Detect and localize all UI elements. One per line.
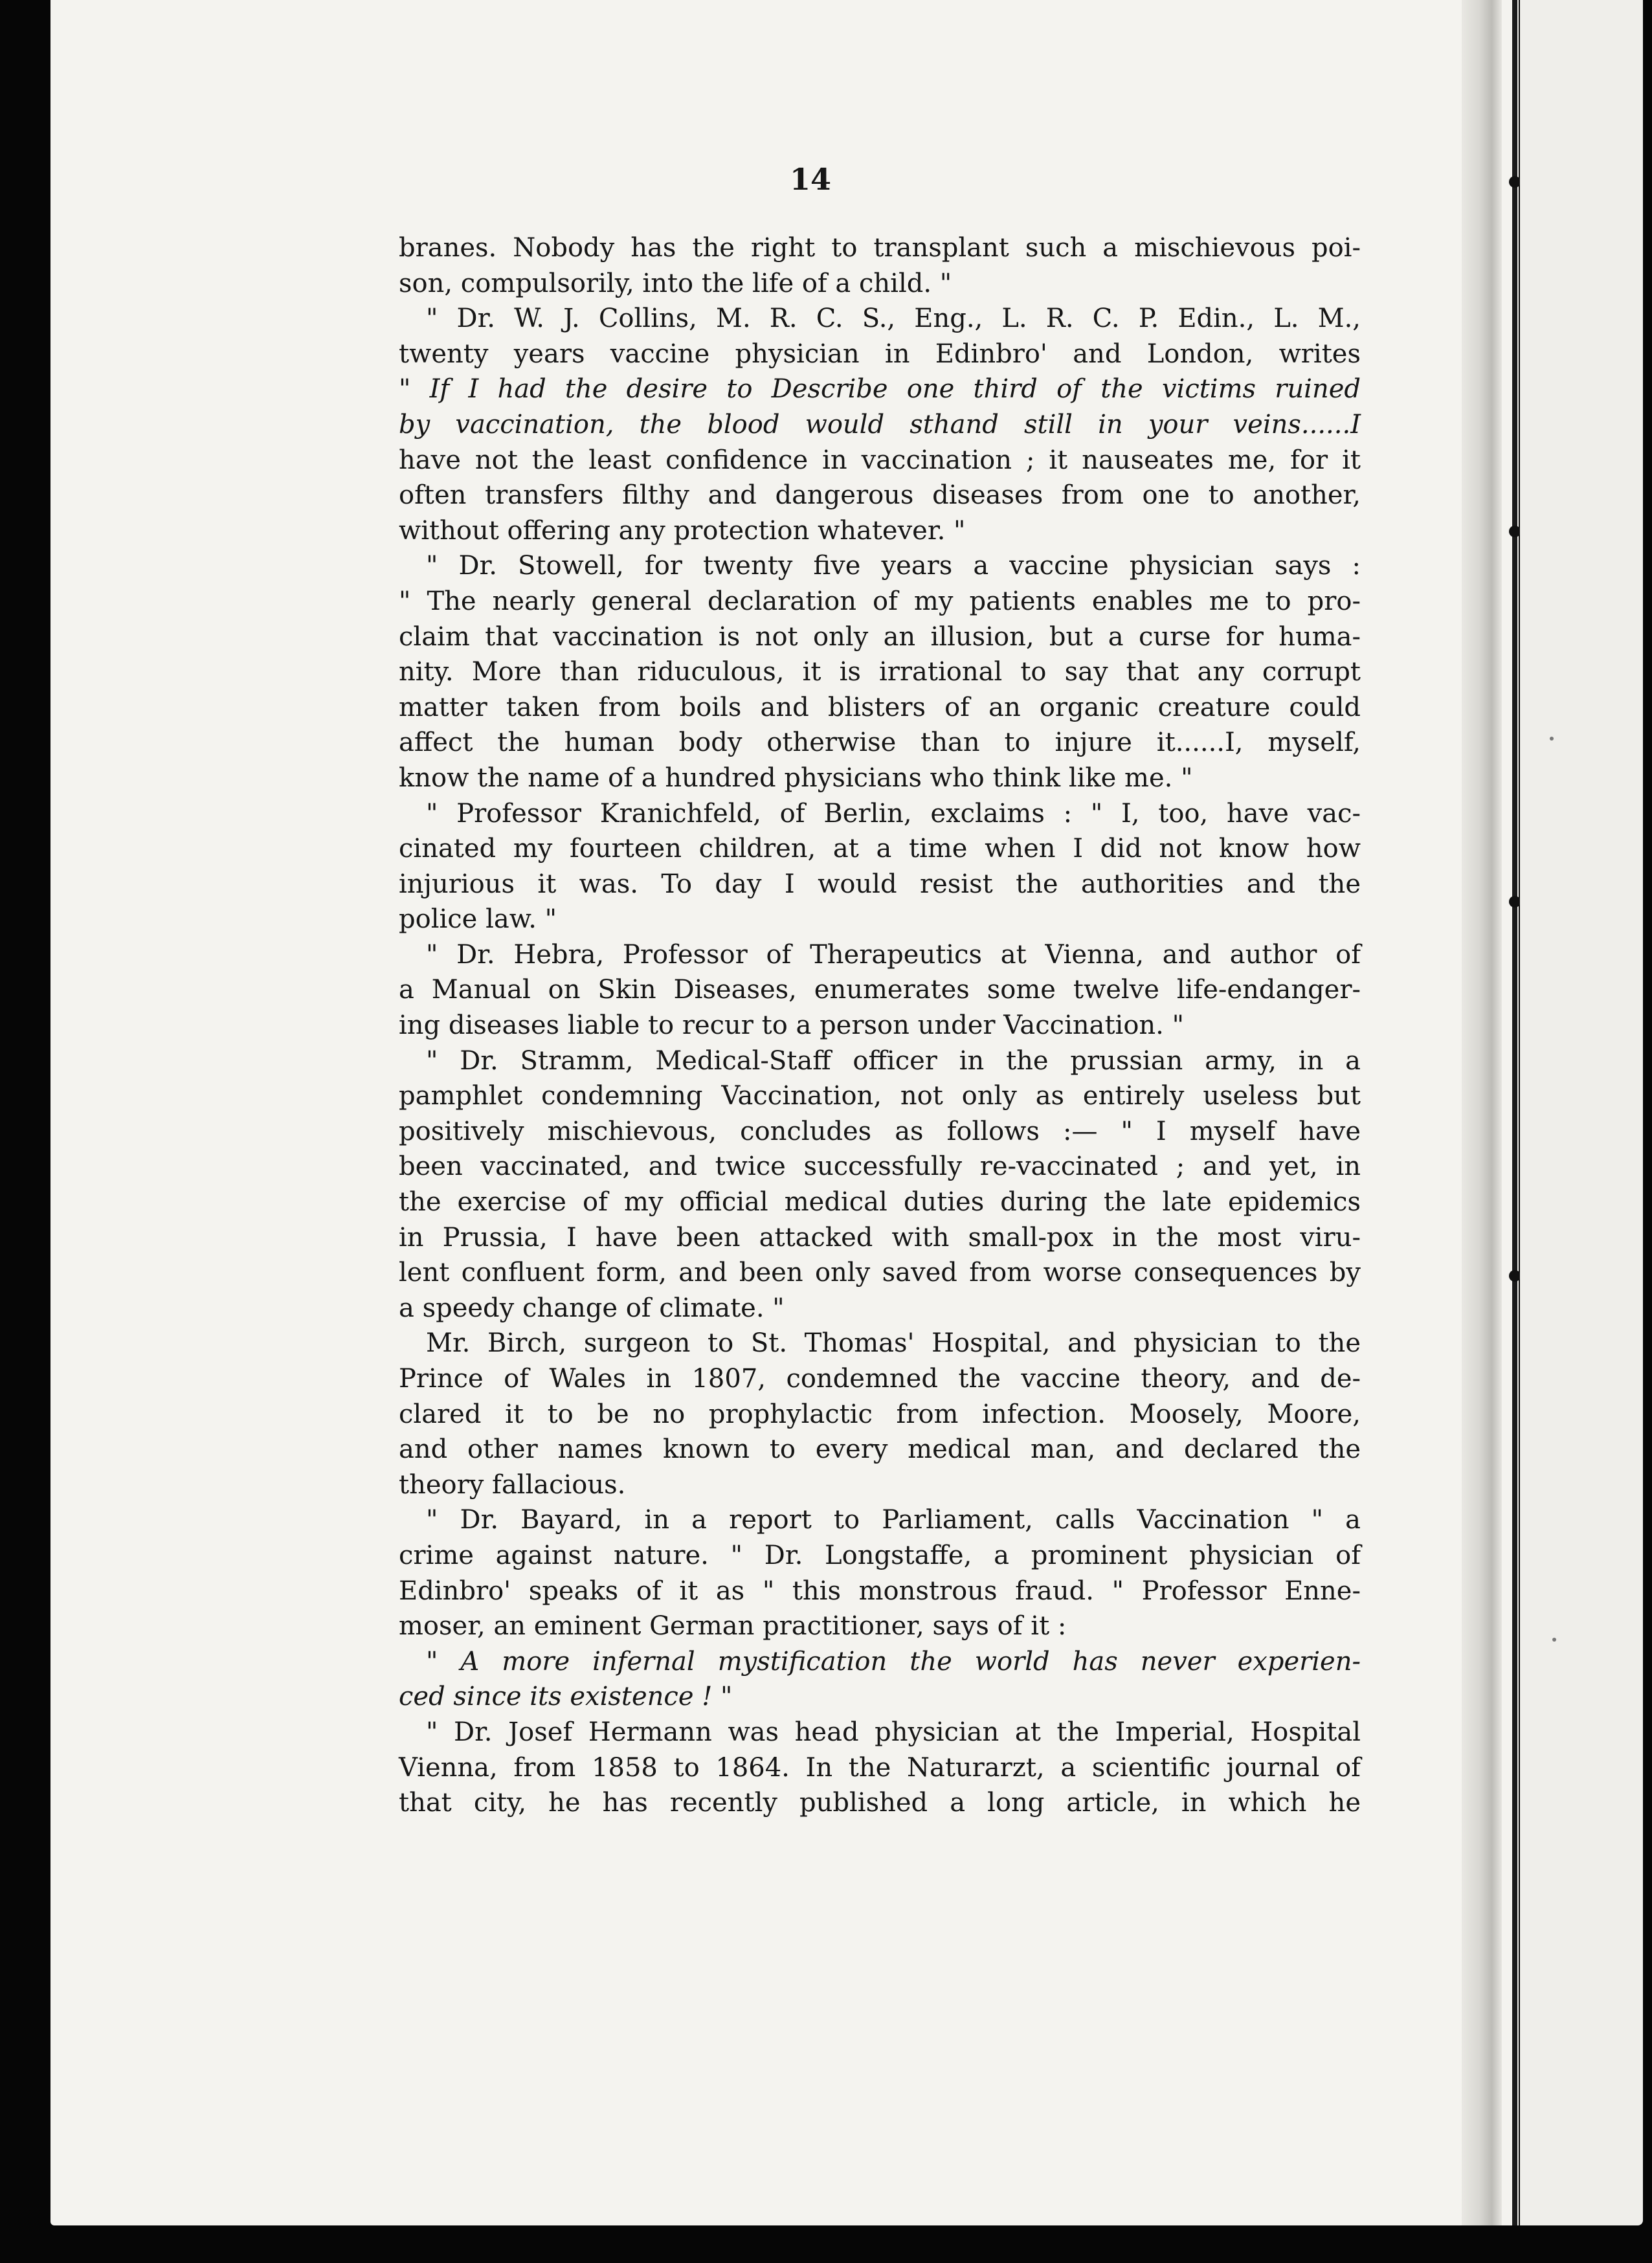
- text-line: in Prussia, I have been attacked with small-pox in the most viru-: [399, 1222, 1361, 1253]
- text-line: Mr. Birch, surgeon to St. Thomas' Hospital, and physician to the: [426, 1328, 1361, 1359]
- text-line: " Dr. Stowell, for twenty five years a vaccine physician says :: [426, 551, 1361, 581]
- text-line: positively mischievous, concludes as follows :— " I myself have: [399, 1116, 1361, 1146]
- thread-knot: [1509, 176, 1521, 188]
- text-line: " If I had the desire to Describe one third of the victims ruined: [399, 374, 1361, 405]
- text-line: the exercise of my official medical duties during the late epidemics: [399, 1187, 1361, 1218]
- thread-knot: [1509, 526, 1521, 537]
- text-line: " Professor Kranichfeld, of Berlin, exclaims : " I, too, have vac-: [426, 798, 1361, 829]
- text-line: often transfers filthy and dangerous diseases from one to another,: [399, 480, 1361, 511]
- text-line: nity. More than riduculous, it is irrational to say that any corrupt: [399, 657, 1361, 687]
- text-line: injurious it was. To day I would resist the authorities and the: [399, 869, 1361, 899]
- text-line: pamphlet condemning Vaccination, not only as entirely useless but: [399, 1081, 1361, 1111]
- text-line: son, compulsorily, into the life of a child. ": [399, 268, 952, 298]
- text-line: lent confluent form, and been only saved from worse consequences by: [399, 1258, 1361, 1288]
- text-line: ced since its existence ! ": [399, 1682, 733, 1712]
- text-line: " Dr. Hebra, Professor of Therapeutics at Vienna, and author of: [426, 939, 1361, 970]
- text-line: cinated my fourteen children, at a time when I did not know how: [399, 834, 1361, 864]
- text-line: a speedy change of climate. ": [399, 1293, 785, 1323]
- text-line: police law. ": [399, 904, 557, 935]
- text-line: a Manual on Skin Diseases, enumerates some twelve life-endanger-: [399, 975, 1361, 1005]
- text-line: claim that vaccination is not only an illusion, but a curse for huma-: [399, 621, 1361, 652]
- binding-gutter: [1462, 0, 1502, 2225]
- text-line: branes. Nobody has the right to transplant such a mischievous poi-: [399, 233, 1361, 263]
- text-line: moser, an eminent German practitioner, says of it :: [399, 1611, 1067, 1642]
- text-line: " Dr. Bayard, in a report to Parliament, calls Vaccination " a: [426, 1505, 1361, 1535]
- body-text: [399, 230, 1361, 1821]
- text-line: by vaccination, the blood would sthand still in your veins......I: [399, 409, 1361, 440]
- text-line: twenty years vaccine physician in Edinbro' and London, writes: [399, 339, 1361, 369]
- text-line: clared it to be no prophylactic from infection. Moosely, Moore,: [399, 1399, 1361, 1429]
- text-line: and other names known to every medical man, and declared the: [399, 1434, 1361, 1465]
- text-line: " The nearly general declaration of my patients enables me to pro-: [399, 586, 1361, 616]
- binding-thread: [1512, 0, 1517, 2225]
- text-line: ing diseases liable to recur to a person under Vaccination. ": [399, 1010, 1185, 1041]
- document-page: [50, 0, 1519, 2225]
- text-line: theory fallacious.: [399, 1469, 626, 1500]
- text-line: " Dr. Stramm, Medical-Staff officer in the prussian army, in a: [426, 1045, 1361, 1076]
- text-line: that city, he has recently published a long article, in which he: [399, 1788, 1361, 1818]
- text-line: been vaccinated, and twice successfully re-vaccinated ; and yet, in: [399, 1152, 1361, 1182]
- text-line: know the name of a hundred physicians who think like me. ": [399, 763, 1193, 793]
- text-line: " Dr. Josef Hermann was head physician at the Imperial, Hospital: [426, 1717, 1361, 1747]
- text-line: " Dr. W. J. Collins, M. R. C. S., Eng., L. R. C. P. Edin., L. M.,: [426, 304, 1361, 334]
- text-line: " A more infernal mystification the world has never experien-: [426, 1646, 1361, 1677]
- thread-knot: [1509, 896, 1521, 908]
- text-line: Vienna, from 1858 to 1864. In the Naturarzt, a scientific journal of: [399, 1752, 1361, 1783]
- paper-speck: [1550, 737, 1554, 741]
- paper-speck: [1552, 1638, 1556, 1642]
- text-line: have not the least confidence in vaccination ; it nauseates me, for it: [399, 445, 1361, 475]
- text-line: without offering any protection whatever. ": [399, 515, 966, 546]
- text-line: Edinbro' speaks of it as " this monstrous fraud. " Professor Enne-: [399, 1576, 1361, 1606]
- text-line: affect the human body otherwise than to injure it......I, myself,: [399, 728, 1361, 758]
- text-line: matter taken from boils and blisters of an organic creature could: [399, 692, 1361, 722]
- text-line: crime against nature. " Dr. Longstaffe, a prominent physician of: [399, 1540, 1361, 1570]
- thread-knot: [1509, 1270, 1521, 1282]
- text-line: Prince of Wales in 1807, condemned the vaccine theory, and de-: [399, 1364, 1361, 1394]
- adjacent-page-edge: [1520, 0, 1643, 2225]
- page-number: 14: [789, 162, 831, 197]
